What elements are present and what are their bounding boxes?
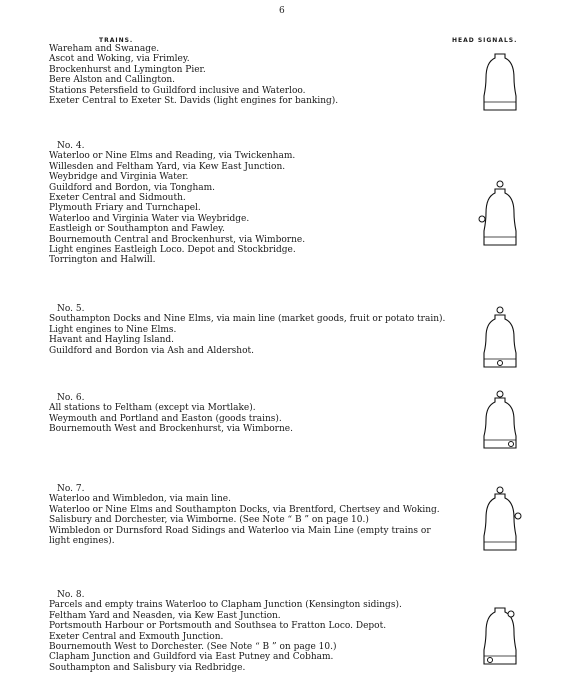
section-heading: No. 7.	[57, 484, 85, 494]
trains-column-header: TRAINS.	[99, 37, 134, 44]
route-line: Light engines to Nine Elms.	[49, 324, 177, 335]
route-line: Exeter Central and Exmouth Junction.	[49, 631, 224, 642]
lamp-icon	[508, 611, 514, 617]
section-no-8	[49, 590, 449, 673]
lamp-icon	[497, 181, 503, 187]
lamp-icon	[497, 487, 503, 493]
route-line: Weymouth and Portland and Easton (goods trains).	[49, 413, 282, 424]
route-line: Waterloo and Wimbledon, via main line.	[49, 494, 231, 505]
section-no-7	[49, 484, 449, 546]
route-line: Waterloo and Virginia Water via Weybridge.	[49, 213, 250, 224]
route-line: Eastleigh or Southampton and Fawley.	[49, 224, 225, 235]
head-signal-diagram	[478, 179, 522, 249]
route-line: Havant and Hayling Island.	[49, 335, 175, 346]
route-line: Stations Petersfield to Guildford inclusive and Waterloo.	[49, 85, 306, 96]
route-line: Bere Alston and Callington.	[49, 75, 176, 86]
head-signal-diagram	[478, 52, 522, 114]
head-signal-diagram	[478, 486, 522, 554]
route-line: Waterloo or Nine Elms and Southampton Docks, via Brentford, Chertsey and Woking.	[49, 504, 440, 515]
lamp-icon	[515, 513, 521, 519]
route-line: Bournemouth Central and Brockenhurst, via Wimborne.	[49, 234, 306, 245]
section-heading: No. 6.	[57, 393, 85, 403]
route-line: All stations to Feltham (except via Mortlake).	[49, 403, 256, 414]
route-line: Waterloo or Nine Elms and Reading, via Twickenham.	[49, 151, 296, 162]
route-line: Clapham Junction and Guildford via East Putney and Cobham.	[49, 652, 334, 663]
route-line: Wimbledon or Durnsford Road Sidings and Waterloo via Main Line (empty trains or light engines).	[49, 525, 431, 547]
route-line: Brockenhurst and Lymington Pier.	[49, 64, 206, 75]
route-line: Exeter Central and Sidmouth.	[49, 193, 186, 204]
section-heading: No. 4.	[57, 141, 85, 151]
route-line: Wareham and Swanage.	[49, 44, 160, 54]
route-line: Parcels and empty trains Waterloo to Clapham Junction (Kensington sidings).	[49, 600, 402, 611]
section-heading: No. 5.	[57, 304, 85, 314]
route-line: Willesden and Feltham Yard, via Kew East Junction.	[49, 161, 286, 172]
lamp-icon	[497, 307, 503, 313]
route-line: Weybridge and Virginia Water.	[49, 172, 189, 183]
section-continuation	[49, 44, 449, 106]
lamp-icon	[479, 216, 485, 222]
section-no-4	[49, 141, 449, 266]
route-line: Southampton Docks and Nine Elms, via main line (market goods, fruit or potato train).	[49, 314, 446, 325]
route-line: Southampton and Salisbury via Redbridge.	[49, 662, 246, 673]
route-line: Portsmouth Harbour or Portsmouth and Southsea to Fratton Loco. Depot.	[49, 621, 387, 632]
head-signal-diagram	[478, 604, 522, 668]
section-no-6	[49, 393, 449, 435]
route-line: Feltham Yard and Neasden, via Kew East Junction.	[49, 610, 281, 621]
route-line: Ascot and Woking, via Frimley.	[49, 54, 190, 65]
route-line: Bournemouth West and Brockenhurst, via Wimborne.	[49, 424, 293, 435]
head-signal-diagram	[478, 390, 522, 452]
route-line: Guildford and Bordon via Ash and Aldershot.	[49, 345, 254, 356]
lamp-icon	[488, 658, 493, 663]
head-signal-diagram	[478, 305, 522, 371]
section-heading: No. 8.	[57, 590, 85, 600]
section-no-5	[49, 304, 449, 356]
head-signals-column-header: HEAD SIGNALS.	[452, 37, 518, 44]
route-line: Bournemouth West to Dorchester. (See Note “ B ” on page 10.)	[49, 642, 337, 653]
route-line: Guildford and Bordon, via Tongham.	[49, 182, 216, 193]
route-line: Salisbury and Dorchester, via Wimborne. (See Note “ B ” on page 10.)	[49, 515, 369, 526]
page-number: 6	[279, 6, 285, 16]
route-line: Light engines Eastleigh Loco. Depot and Stockbridge.	[49, 245, 296, 256]
route-line: Exeter Central to Exeter St. Davids (light engines for banking).	[49, 96, 339, 107]
lamp-icon	[498, 361, 503, 366]
route-line: Torrington and Halwill.	[49, 255, 156, 266]
lamp-icon	[509, 442, 514, 447]
lamp-icon	[497, 391, 503, 397]
route-line: Plymouth Friary and Turnchapel.	[49, 203, 201, 214]
